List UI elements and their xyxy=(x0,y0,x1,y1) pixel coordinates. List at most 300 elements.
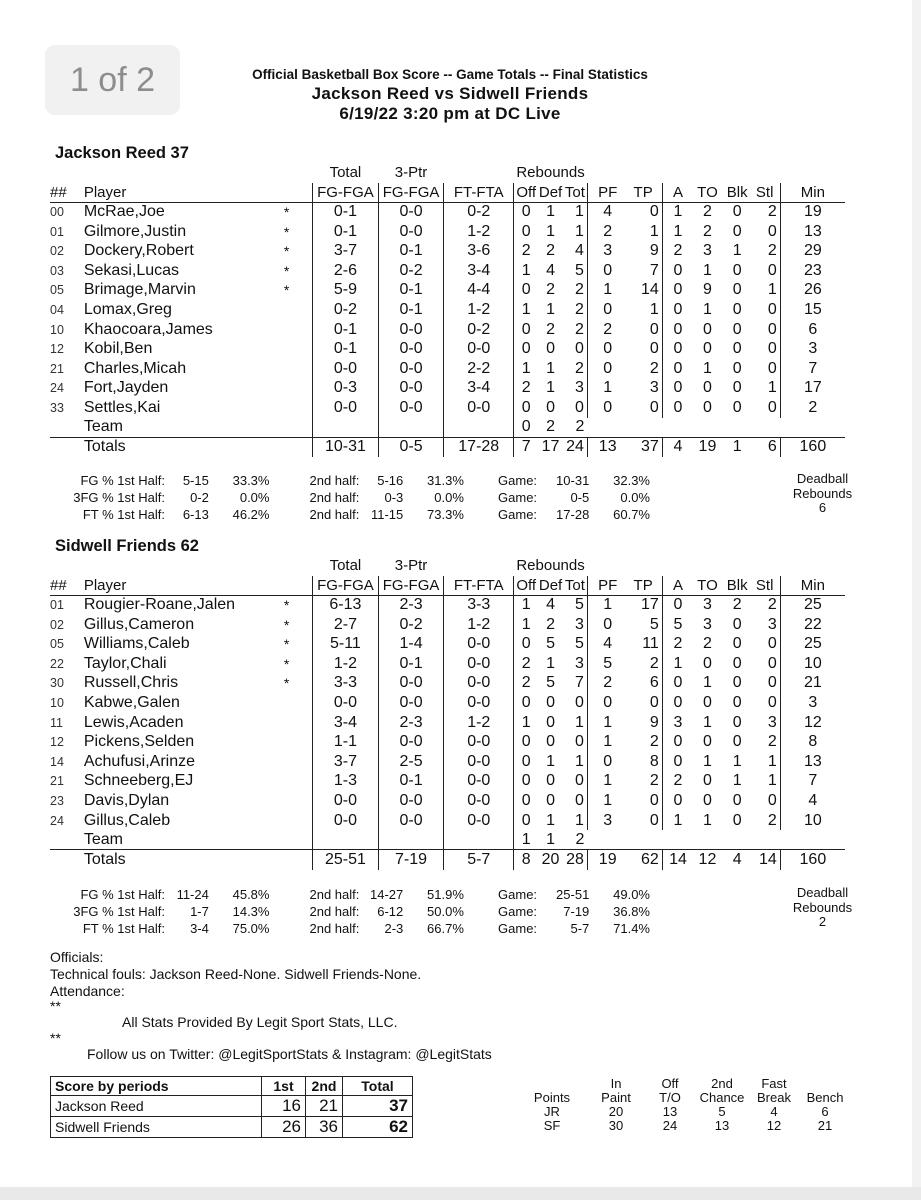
stat-tp: 2 xyxy=(649,733,659,751)
cell-empty xyxy=(722,830,753,850)
stat-min: 21 xyxy=(780,674,845,694)
stat-min: 15 xyxy=(780,300,845,320)
stat-stl: 3 xyxy=(767,615,777,633)
pct-cell: 0.0% xyxy=(620,490,650,505)
player-row xyxy=(50,693,845,713)
stat-tp: 2 xyxy=(649,359,659,377)
stat-fg: 0-1 xyxy=(313,202,379,222)
stat-to: 0 xyxy=(703,320,712,338)
stat-blk: 0 xyxy=(732,674,742,692)
header-def: Def xyxy=(538,183,563,201)
pct-cell: 50.0% xyxy=(427,904,464,919)
points-header-bottom: Points xyxy=(533,1090,571,1105)
header-ft: FT-FTA xyxy=(444,576,514,596)
cell-empty xyxy=(284,418,313,438)
player-number: 01 xyxy=(50,224,64,239)
pct-cell: 73.3% xyxy=(427,507,464,522)
header-spacer xyxy=(284,576,313,596)
total-min: 160 xyxy=(780,437,845,457)
player-number: 10 xyxy=(50,322,64,337)
stat-to: 1 xyxy=(703,300,712,318)
stat-min: 25 xyxy=(780,595,845,615)
stat-off: 0 xyxy=(514,693,539,713)
stat-blk: 2 xyxy=(732,596,742,614)
stat-a: 2 xyxy=(662,772,693,792)
stat-blk: 0 xyxy=(732,811,742,829)
stat-stl: 1 xyxy=(767,379,777,397)
total-fg: 10-31 xyxy=(313,437,379,457)
player-name: Lewis,Acaden xyxy=(83,713,184,731)
stat-tp: 0 xyxy=(649,340,659,358)
points-header-bottom: Bench xyxy=(806,1090,844,1105)
starter-mark: * xyxy=(283,636,290,653)
stat-min: 4 xyxy=(780,791,845,811)
stat-off: 1 xyxy=(514,713,539,733)
team-def: 1 xyxy=(546,830,555,848)
stat-off: 0 xyxy=(514,320,539,340)
box-score-table-sidwell-friends xyxy=(50,556,845,870)
stat-tp: 5 xyxy=(649,615,659,633)
shooting-pct-jackson-reed xyxy=(50,472,650,523)
deadball-rebounds-jackson-reed: Deadball Rebounds 6 xyxy=(792,471,853,515)
stat-fg: 3-3 xyxy=(313,674,379,694)
cell-empty xyxy=(50,850,84,870)
shooting-pct-row xyxy=(50,506,650,523)
cell-empty xyxy=(378,418,444,438)
score-by-periods-table xyxy=(50,1076,413,1138)
team-tot: 2 xyxy=(575,418,585,436)
header-stl: Stl xyxy=(753,576,781,596)
stat-ft: 1-2 xyxy=(444,300,514,320)
total-ft: 17-28 xyxy=(444,437,514,457)
stat-a: 2 xyxy=(662,634,693,654)
stat-fg: 2-7 xyxy=(313,615,379,635)
stat-tot: 2 xyxy=(575,281,584,299)
stat-pf: 1 xyxy=(587,772,627,792)
stat-pf: 1 xyxy=(587,713,627,733)
header-to: TO xyxy=(693,576,722,596)
starter-mark xyxy=(284,811,313,831)
stat-to: 3 xyxy=(703,596,712,614)
total-a: 4 xyxy=(662,437,693,457)
stat-stl: 0 xyxy=(767,654,777,672)
stat-def: 5 xyxy=(546,635,555,653)
pct-cell: FG % 1st Half: xyxy=(80,887,165,902)
team-rebounds-row xyxy=(50,830,845,850)
points-row xyxy=(520,1119,854,1133)
stat-min: 10 xyxy=(780,654,845,674)
pct-cell: Game: xyxy=(498,473,538,488)
stat-blk: 0 xyxy=(732,281,742,299)
stat-tp3: 1-4 xyxy=(378,634,444,654)
player-row xyxy=(50,595,845,615)
stat-fg: 1-2 xyxy=(313,654,379,674)
cell-empty xyxy=(753,830,781,850)
stat-tot: 0 xyxy=(575,733,584,751)
player-number: 10 xyxy=(50,695,64,710)
player-row xyxy=(50,359,845,379)
stat-to: 0 xyxy=(703,398,712,416)
stat-blk: 0 xyxy=(732,791,742,809)
pct-cell: 0-5 xyxy=(570,490,590,505)
stat-tp3: 0-0 xyxy=(378,811,444,831)
pct-cell: FT % 1st Half: xyxy=(82,507,165,522)
player-name: Settles,Kai xyxy=(83,398,161,416)
player-name: Russell,Chris xyxy=(83,674,179,692)
header-a: A xyxy=(662,183,693,203)
stat-min: 10 xyxy=(780,811,845,831)
stat-tot: 0 xyxy=(575,398,584,416)
pct-cell: 5-16 xyxy=(377,473,404,488)
total-tp3: 0-5 xyxy=(378,437,444,457)
box-score-table-jackson-reed xyxy=(50,163,845,457)
cell-empty xyxy=(587,418,627,438)
stat-tot: 1 xyxy=(575,713,584,731)
pct-cell: 66.7% xyxy=(427,921,464,936)
pct-cell: 2nd half: xyxy=(309,921,360,936)
stat-tp: 9 xyxy=(649,713,659,731)
stat-min: 2 xyxy=(780,398,845,418)
page-right-edge xyxy=(912,0,921,1200)
stat-off: 0 xyxy=(514,339,539,359)
points-cell: 20 xyxy=(608,1104,624,1119)
stat-blk: 0 xyxy=(732,615,742,633)
stat-a: 2 xyxy=(662,241,693,261)
stat-min: 3 xyxy=(780,339,845,359)
starter-mark xyxy=(284,300,313,320)
stat-stl: 0 xyxy=(767,320,777,338)
stat-to: 1 xyxy=(703,674,712,692)
pct-cell: 3-4 xyxy=(190,921,209,936)
pct-cell: 7-19 xyxy=(563,904,590,919)
stat-stl: 1 xyxy=(767,752,777,770)
points-breakdown-table xyxy=(520,1077,854,1133)
starter-mark: * xyxy=(283,597,290,614)
stat-fg: 0-0 xyxy=(313,791,379,811)
header-spacer xyxy=(284,183,313,203)
stat-blk: 0 xyxy=(732,261,742,279)
stat-ft: 0-0 xyxy=(444,772,514,792)
player-row xyxy=(50,320,845,340)
stat-tot: 4 xyxy=(575,242,584,260)
stat-ft: 0-0 xyxy=(444,693,514,713)
player-row xyxy=(50,202,845,222)
header-rebounds: Rebounds xyxy=(516,557,585,575)
pct-cell: 51.9% xyxy=(427,887,464,902)
stat-tp: 1 xyxy=(649,222,659,240)
player-number: 00 xyxy=(50,205,64,220)
player-number: 22 xyxy=(50,656,64,671)
pct-cell: 32.3% xyxy=(613,473,650,488)
cell-empty xyxy=(780,418,845,438)
pct-cell: FT % 1st Half: xyxy=(82,921,165,936)
stat-pf: 1 xyxy=(587,791,627,811)
team-def: 2 xyxy=(546,418,555,436)
player-name: Khaocoara,James xyxy=(83,320,213,338)
periods-header-total: Total xyxy=(343,1077,413,1096)
cell-empty xyxy=(313,418,379,438)
stat-pf: 0 xyxy=(587,300,627,320)
stat-pf: 0 xyxy=(587,752,627,772)
stat-stl: 0 xyxy=(767,791,777,809)
stat-off: 0 xyxy=(514,281,539,301)
player-number: 12 xyxy=(50,342,64,357)
stat-to: 1 xyxy=(703,752,712,770)
total-tp3: 7-19 xyxy=(378,850,444,870)
stat-tp3: 0-1 xyxy=(378,281,444,301)
player-name: Williams,Caleb xyxy=(83,635,190,653)
stat-pf: 2 xyxy=(587,320,627,340)
stat-fg: 3-7 xyxy=(313,241,379,261)
stat-stl: 2 xyxy=(767,811,777,829)
pct-cell: 3FG % 1st Half: xyxy=(73,490,165,505)
stat-to: 1 xyxy=(703,713,712,731)
points-row xyxy=(520,1105,854,1119)
player-name: McRae,Joe xyxy=(83,203,165,221)
header-spacer xyxy=(587,163,845,183)
pct-cell: 75.0% xyxy=(232,921,270,936)
header-number: ## xyxy=(50,576,84,596)
stat-tot: 3 xyxy=(575,615,584,633)
stat-def: 0 xyxy=(546,693,555,711)
cell-empty xyxy=(444,830,514,850)
stat-pf: 4 xyxy=(587,202,627,222)
stat-tp3: 0-1 xyxy=(378,241,444,261)
stat-pf: 0 xyxy=(587,693,627,713)
stat-to: 1 xyxy=(703,359,712,377)
stat-fg: 5-11 xyxy=(313,634,379,654)
header-a: A xyxy=(662,576,693,596)
stat-stl: 1 xyxy=(767,281,777,299)
game-date-venue: 6/19/22 3:20 pm at DC Live xyxy=(339,104,561,123)
total-tot: 28 xyxy=(563,850,588,870)
stat-a: 0 xyxy=(662,281,693,301)
player-row xyxy=(50,281,845,301)
stat-tp: 3 xyxy=(649,379,659,397)
periods-team: Jackson Reed xyxy=(51,1096,262,1117)
team-title-sidwell-friends: Sidwell Friends 62 xyxy=(55,537,199,555)
total-def: 17 xyxy=(538,437,563,457)
team-label: Team xyxy=(83,418,123,436)
header-total: Total xyxy=(329,164,362,182)
cell-empty xyxy=(313,830,379,850)
stat-off: 1 xyxy=(514,615,539,635)
stat-tp3: 2-5 xyxy=(378,752,444,772)
cell-empty xyxy=(284,437,313,457)
header-number: ## xyxy=(50,183,84,203)
stat-def: 0 xyxy=(546,791,555,809)
starter-mark xyxy=(284,713,313,733)
stat-def: 1 xyxy=(546,752,555,770)
points-header-bottom: Break xyxy=(757,1090,791,1105)
stat-ft: 0-2 xyxy=(444,202,514,222)
stat-ft: 3-6 xyxy=(444,241,514,261)
header-tp: TP xyxy=(627,183,662,203)
total-blk: 4 xyxy=(722,850,753,870)
stat-tp3: 0-0 xyxy=(378,379,444,399)
stat-to: 9 xyxy=(703,281,712,299)
stat-blk: 0 xyxy=(732,300,742,318)
starter-mark: * xyxy=(283,204,290,221)
header-def: Def xyxy=(538,576,563,594)
pct-cell: 0-2 xyxy=(190,490,209,505)
stat-blk: 0 xyxy=(732,203,742,221)
stat-min: 17 xyxy=(780,379,845,399)
player-row xyxy=(50,241,845,261)
total-def: 20 xyxy=(538,850,563,870)
cell-empty xyxy=(284,830,313,850)
total-off: 8 xyxy=(514,850,539,870)
stat-ft: 0-0 xyxy=(444,398,514,418)
team-off: 1 xyxy=(514,830,539,850)
stat-stl: 1 xyxy=(767,772,777,790)
stat-blk: 0 xyxy=(732,222,742,240)
stat-min: 29 xyxy=(780,241,845,261)
deadball-rebounds-sidwell-friends: Deadball Rebounds 2 xyxy=(792,885,853,929)
player-name: Kabwe,Galen xyxy=(83,693,180,711)
player-row xyxy=(50,222,845,242)
stat-a: 0 xyxy=(662,398,693,418)
starter-mark: * xyxy=(283,675,290,692)
stat-a: 0 xyxy=(662,693,693,713)
stat-to: 0 xyxy=(703,654,712,672)
stat-tot: 7 xyxy=(575,674,584,692)
stat-tp3: 0-0 xyxy=(378,320,444,340)
stat-ft: 3-3 xyxy=(444,595,514,615)
stat-tp: 9 xyxy=(649,242,659,260)
cell-empty xyxy=(662,418,693,438)
stat-ft: 0-0 xyxy=(444,732,514,752)
pct-cell: 6-13 xyxy=(182,507,209,522)
stat-tp: 1 xyxy=(649,300,659,318)
stat-blk: 0 xyxy=(732,654,742,672)
stat-blk: 0 xyxy=(732,713,742,731)
pct-cell: 46.2% xyxy=(232,507,270,522)
stat-tp: 17 xyxy=(641,596,659,614)
periods-2nd: 21 xyxy=(306,1096,343,1117)
points-cell: 13 xyxy=(662,1104,678,1119)
stat-fg: 0-1 xyxy=(313,320,379,340)
stat-blk: 0 xyxy=(732,733,742,751)
stat-min: 13 xyxy=(780,222,845,242)
points-header-top xyxy=(796,1077,854,1091)
stat-fg: 0-0 xyxy=(313,359,379,379)
points-cell: 24 xyxy=(662,1118,678,1133)
stat-pf: 4 xyxy=(587,634,627,654)
stat-ft: 1-2 xyxy=(444,615,514,635)
shooting-pct-row xyxy=(50,920,650,937)
header-spacer xyxy=(587,556,845,576)
stat-min: 6 xyxy=(780,320,845,340)
player-number: 01 xyxy=(50,598,64,613)
header-3ptr: 3-Ptr xyxy=(394,557,428,575)
pct-cell: 60.7% xyxy=(613,507,650,522)
stat-fg: 3-4 xyxy=(313,713,379,733)
cell-empty xyxy=(627,830,662,850)
total-stl: 6 xyxy=(753,437,781,457)
pct-cell: 45.8% xyxy=(232,887,270,902)
stat-to: 3 xyxy=(703,242,712,260)
stat-ft: 1-2 xyxy=(444,713,514,733)
stat-tot: 2 xyxy=(575,300,584,318)
header-pf: PF xyxy=(587,183,627,203)
pct-cell: 49.0% xyxy=(613,887,650,902)
player-number: 24 xyxy=(50,813,64,828)
periods-row xyxy=(51,1096,413,1117)
stat-def: 2 xyxy=(546,615,555,633)
starter-mark xyxy=(284,752,313,772)
stat-tot: 5 xyxy=(575,596,584,614)
stat-off: 2 xyxy=(514,379,539,399)
cell-empty xyxy=(780,830,845,850)
player-number: 21 xyxy=(50,774,64,789)
shooting-pct-sidwell-friends xyxy=(50,886,650,937)
stat-pf: 0 xyxy=(587,261,627,281)
stat-tp: 14 xyxy=(641,281,659,299)
points-header-bottom: Chance xyxy=(699,1090,745,1105)
cell-empty xyxy=(662,830,693,850)
stat-a: 0 xyxy=(662,320,693,340)
stat-pf: 0 xyxy=(587,359,627,379)
stat-tp3: 0-1 xyxy=(378,772,444,792)
player-name: Pickens,Selden xyxy=(83,733,195,751)
pct-cell: 3FG % 1st Half: xyxy=(73,904,165,919)
stat-pf: 3 xyxy=(587,241,627,261)
points-header-bottom: Paint xyxy=(601,1090,631,1105)
stat-fg: 0-2 xyxy=(313,300,379,320)
stat-def: 0 xyxy=(546,340,555,358)
stat-tot: 1 xyxy=(575,811,584,829)
starter-mark xyxy=(284,398,313,418)
stat-to: 0 xyxy=(703,340,712,358)
header-spacer xyxy=(50,163,313,183)
team-rebounds-row xyxy=(50,418,845,438)
pct-cell: 6-12 xyxy=(377,904,404,919)
stat-tp3: 0-2 xyxy=(378,261,444,281)
stat-blk: 0 xyxy=(732,320,742,338)
points-header-row xyxy=(520,1077,854,1091)
stat-off: 1 xyxy=(514,359,539,379)
stat-def: 1 xyxy=(546,379,555,397)
stat-tot: 0 xyxy=(575,791,584,809)
stat-fg: 0-1 xyxy=(313,339,379,359)
stat-min: 7 xyxy=(780,359,845,379)
player-number: 05 xyxy=(50,283,64,298)
header-pf: PF xyxy=(587,576,627,596)
pct-cell: 71.4% xyxy=(613,921,650,936)
header-off: Off xyxy=(514,576,539,596)
periods-total: 37 xyxy=(343,1096,413,1117)
header-ft: FT-FTA xyxy=(444,183,514,203)
starter-mark xyxy=(284,379,313,399)
starter-mark xyxy=(284,772,313,792)
header-tp3: FG-FGA xyxy=(378,576,444,596)
player-row xyxy=(50,654,845,674)
periods-1st: 16 xyxy=(262,1096,306,1117)
stat-pf: 1 xyxy=(587,732,627,752)
total-fg: 25-51 xyxy=(313,850,379,870)
stat-stl: 2 xyxy=(767,242,777,260)
points-cell: 4 xyxy=(770,1104,778,1119)
points-cell: 5 xyxy=(718,1104,726,1119)
stat-tp3: 0-0 xyxy=(378,732,444,752)
player-row xyxy=(50,261,845,281)
stat-a: 0 xyxy=(662,359,693,379)
stat-def: 0 xyxy=(546,733,555,751)
stat-def: 4 xyxy=(546,261,555,279)
stat-tp: 0 xyxy=(649,811,659,829)
pct-cell: 2nd half: xyxy=(309,473,360,488)
